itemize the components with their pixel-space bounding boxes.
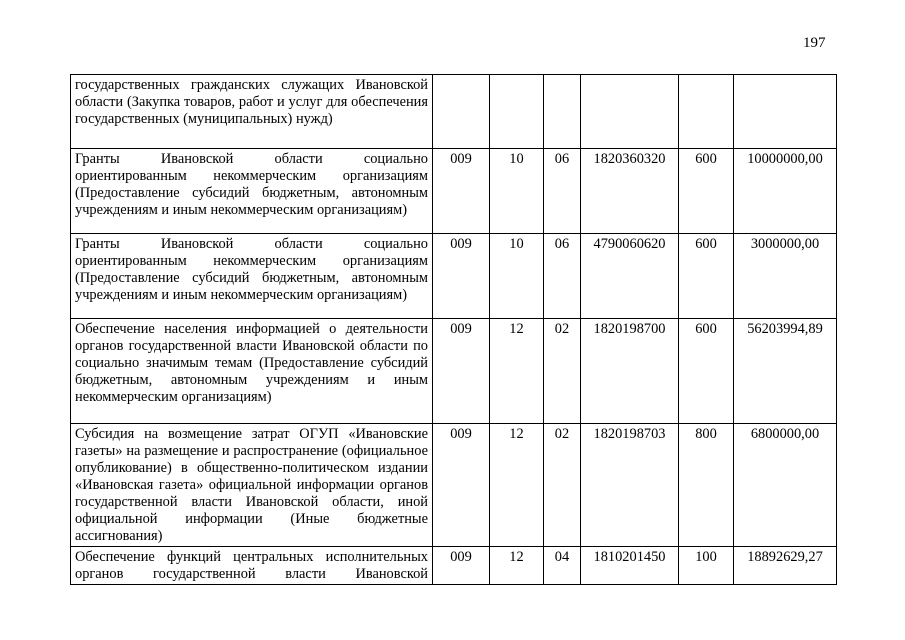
target-article-code: 1820360320 <box>581 149 679 234</box>
table-row <box>71 234 837 319</box>
ministry-code: 009 <box>433 547 490 585</box>
target-article-code: 1820198700 <box>581 319 679 424</box>
row-description: Обеспечение населения информацией о деятельности органов государственной власти Ивановской области по социально значимым темам (Предоставление субсидий бюджетным, автономным учреждениям и иным некоммерческим организациям) <box>71 319 433 424</box>
row-description: Гранты Ивановской области социально ориентированным некоммерческим организациям (Предоставление субсидий бюджетным, автономным учреждениям и иным некоммерческим организациям) <box>71 234 433 319</box>
page-number: 197 <box>803 35 826 51</box>
section-code: 12 <box>490 319 544 424</box>
subsection-code <box>544 75 581 149</box>
section-code <box>490 75 544 149</box>
ministry-code: 009 <box>433 319 490 424</box>
ministry-code <box>433 75 490 149</box>
subsection-code: 04 <box>544 547 581 585</box>
table-row <box>71 547 837 585</box>
expense-type-code: 600 <box>679 234 734 319</box>
amount: 3000000,00 <box>734 234 837 319</box>
amount: 56203994,89 <box>734 319 837 424</box>
amount <box>734 75 837 149</box>
amount: 6800000,00 <box>734 424 837 547</box>
amount: 10000000,00 <box>734 149 837 234</box>
table-row <box>71 75 837 149</box>
expense-type-code: 600 <box>679 149 734 234</box>
ministry-code: 009 <box>433 424 490 547</box>
section-code: 12 <box>490 547 544 585</box>
expense-type-code <box>679 75 734 149</box>
target-article-code: 4790060620 <box>581 234 679 319</box>
section-code: 10 <box>490 149 544 234</box>
section-code: 12 <box>490 424 544 547</box>
subsection-code: 02 <box>544 424 581 547</box>
expense-type-code: 100 <box>679 547 734 585</box>
row-description: государственных гражданских служащих Ивановской области (Закупка товаров, работ и услуг для обеспечения государственных (муниципальных) нужд) <box>71 75 433 149</box>
target-article-code <box>581 75 679 149</box>
amount: 18892629,27 <box>734 547 837 585</box>
row-description: Обеспечение функций центральных исполнительных органов государственной власти Ивановской <box>71 547 433 585</box>
table-row <box>71 424 837 547</box>
target-article-code: 1820198703 <box>581 424 679 547</box>
ministry-code: 009 <box>433 234 490 319</box>
ministry-code: 009 <box>433 149 490 234</box>
table-row <box>71 319 837 424</box>
subsection-code: 06 <box>544 234 581 319</box>
row-description: Гранты Ивановской области социально ориентированным некоммерческим организациям (Предоставление субсидий бюджетным, автономным учреждениям и иным некоммерческим организациям) <box>71 149 433 234</box>
expense-type-code: 600 <box>679 319 734 424</box>
expense-type-code: 800 <box>679 424 734 547</box>
subsection-code: 06 <box>544 149 581 234</box>
section-code: 10 <box>490 234 544 319</box>
row-description: Субсидия на возмещение затрат ОГУП «Ивановские газеты» на размещение и распространение (официальное опубликование) в общественно-политическом издании «Ивановская газета» официальной информации органов государственной власти Ивановской области, иной официальной информации (Иные бюджетные ассигнования) <box>71 424 433 547</box>
table-row <box>71 149 837 234</box>
budget-table <box>70 74 837 585</box>
subsection-code: 02 <box>544 319 581 424</box>
target-article-code: 1810201450 <box>581 547 679 585</box>
